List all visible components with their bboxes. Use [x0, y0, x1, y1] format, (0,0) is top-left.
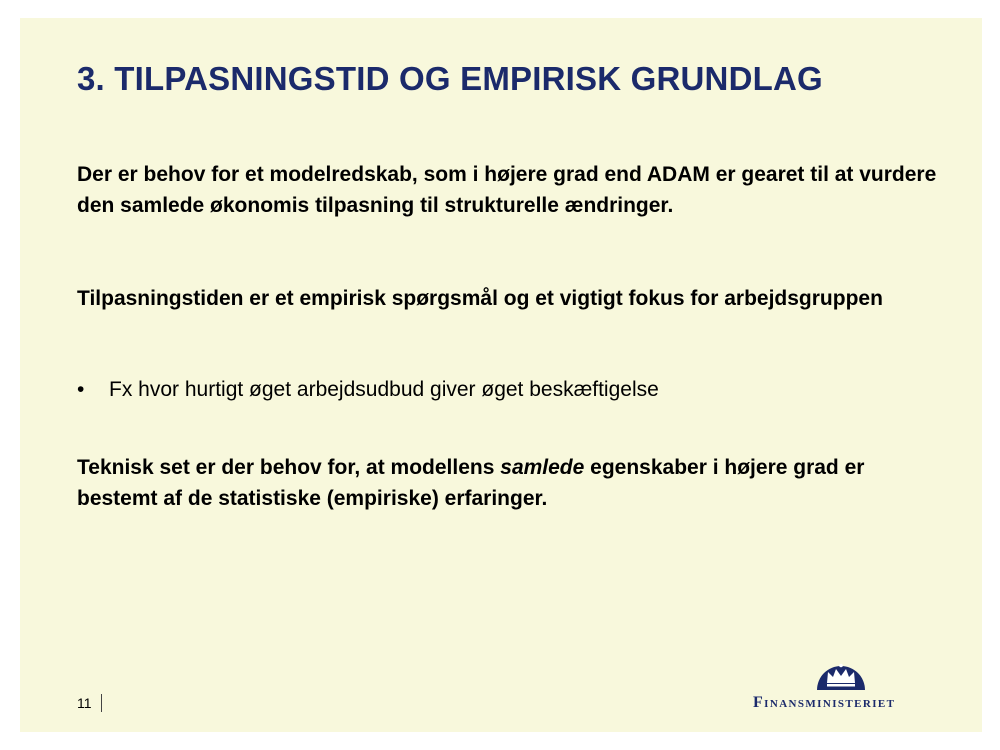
paragraph-technical-start: Teknisk set er der behov for, at modellens	[77, 456, 501, 479]
finansministeriet-logo	[748, 658, 928, 716]
paragraph-model-need: Der er behov for et modelredskab, som i højere grad end ADAM er gearet til at vurdere den samlede økonomis tilpasning til strukturelle ændringer.	[77, 163, 937, 217]
page-number-divider	[101, 694, 102, 712]
emphasis-samlede: samlede	[500, 456, 585, 479]
bullet-item	[77, 374, 659, 405]
paragraph-technical-end: egenskaber i højere grad er bestemt af de statistiske (empiriske) erfaringer.	[77, 456, 865, 510]
slide-title: 3. TILPASNINGSTID OG EMPIRISK GRUNDLAG	[77, 60, 823, 97]
bullet-text: Fx hvor hurtigt øget arbejdsudbud giver øget beskæftigelse	[109, 378, 659, 401]
page-number-text: 11	[77, 695, 92, 711]
paragraph-technical	[77, 452, 937, 514]
page-number	[77, 694, 102, 712]
slide	[20, 18, 982, 732]
paragraph-adjustment-time: Tilpasningstiden er et empirisk spørgsmål og et vigtigt fokus for arbejdsgruppen	[77, 287, 883, 310]
crown-emblem-icon	[814, 658, 868, 692]
bullet-marker: •	[77, 378, 85, 401]
logo-text: Finansministeriet	[753, 694, 896, 711]
